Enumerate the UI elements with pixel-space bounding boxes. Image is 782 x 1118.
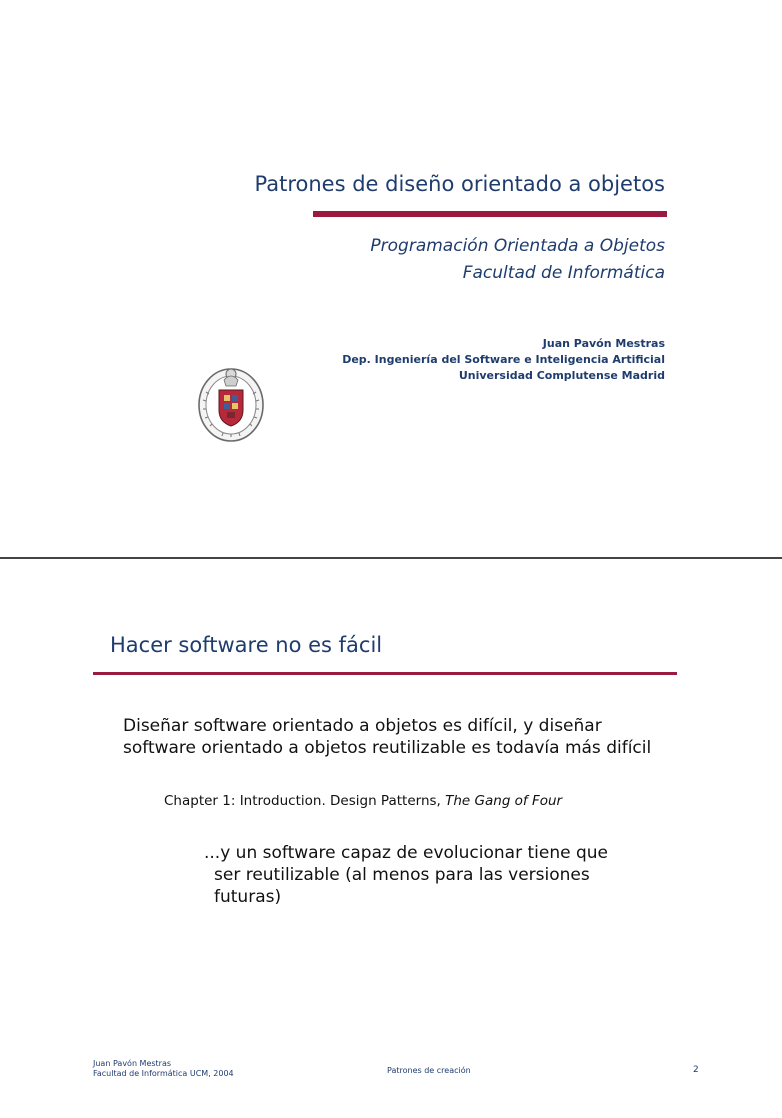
page-divider <box>0 557 782 559</box>
footer-author-info <box>93 1059 234 1079</box>
citation-prefix: Chapter 1: Introduction. Design Patterns, <box>164 793 446 809</box>
citation-authors: The Gang of Four <box>445 793 563 809</box>
slide-subtitle <box>370 233 665 287</box>
author-department: Dep. Ingeniería del Software e Inteligencia Artificial <box>342 353 665 366</box>
followup-text <box>204 842 664 908</box>
title-slide <box>0 0 782 558</box>
followup-line-3: futuras) <box>214 887 282 907</box>
page-number: 2 <box>693 1065 699 1075</box>
title-underline <box>93 672 677 675</box>
followup-line-2: ser reutilizable (al menos para las versiones <box>214 865 590 885</box>
footer-author: Juan Pavón Mestras <box>93 1059 172 1068</box>
author-university: Universidad Complutense Madrid <box>458 369 665 382</box>
faculty-name: Facultad de Informática <box>462 263 665 283</box>
slide-title: Hacer software no es fácil <box>110 633 383 657</box>
university-seal-icon <box>194 362 268 446</box>
quote-text: Diseñar software orientado a objetos es difícil, y diseñar software orientado a objetos reutilizable es todavía más difícil <box>123 716 652 758</box>
followup-line-1: ...y un software capaz de evolucionar tiene que <box>204 843 608 863</box>
author-block <box>342 336 665 384</box>
content-slide <box>0 560 782 1118</box>
quote-citation <box>164 793 562 809</box>
slide-title: Patrones de diseño orientado a objetos <box>254 172 665 196</box>
title-underline <box>313 211 667 217</box>
author-name: Juan Pavón Mestras <box>542 337 665 350</box>
footer-faculty: Facultad de Informática UCM, 2004 <box>93 1069 234 1078</box>
footer-topic: Patrones de creación <box>387 1066 471 1075</box>
course-name: Programación Orientada a Objetos <box>370 236 665 256</box>
